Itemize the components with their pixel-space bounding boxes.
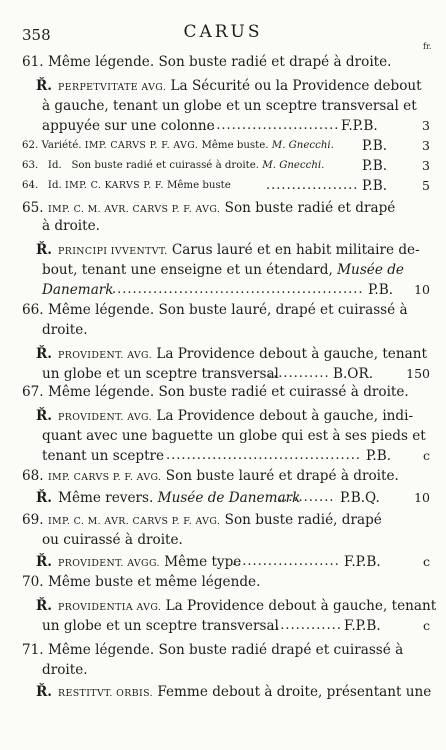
entry-67-reverse-line3: tenant un sceptre [42, 448, 165, 464]
entry-65-reverse-line2: bout, tenant une enseigne et un étendard, Musée de [42, 262, 404, 278]
dot-leader [232, 552, 340, 572]
entry-68-reverse: Ř. Même revers. Musée de Danemark [36, 490, 301, 506]
entry-66-mark: B.OR. [333, 366, 374, 382]
dot-leader [266, 176, 358, 196]
entry-64-mark: P.B. [362, 178, 388, 194]
entry-70-value: c [422, 618, 430, 633]
entry-62-mark: P.B. [362, 138, 388, 154]
reverse-legend: PERPETVITATE AVG. [58, 82, 167, 93]
dot-leader [112, 280, 364, 300]
entry-61-reverse-line2: à gauche, tenant un globe et un sceptre transversal et [42, 98, 417, 114]
reverse-symbol: Ř. [36, 408, 53, 424]
entry-69-mark: F.P.B. [344, 554, 381, 570]
page-number: 358 [22, 26, 51, 44]
column-unit-label: fr. [423, 42, 432, 51]
reverse-legend: PROVIDENTIA AVG. [58, 602, 162, 613]
entry-66-value: 150 [406, 366, 430, 381]
reverse-symbol: Ř. [36, 490, 53, 506]
entry-61-value: 3 [422, 118, 430, 133]
entry-65-mark: P.B. [368, 282, 394, 298]
entry-65-reverse-line1: Ř. PRINCIPI IVVENTVT. Carus lauré et en habit militaire de- [36, 242, 420, 258]
reverse-symbol: Ř. [36, 346, 53, 362]
reverse-symbol: Ř. [36, 242, 53, 258]
entry-68-mark: P.B.Q. [340, 490, 380, 506]
entry-70-mark: F.P.B. [344, 618, 381, 634]
entry-68-obverse: 68. IMP. CARVS P. F. AVG. Son buste lauré et drapé à droite. [22, 468, 399, 484]
entry-71-obverse: 71. Même légende. Son buste radié drapé et cuirassé à [22, 642, 404, 658]
entry-66-reverse-line1: Ř. PROVIDENT. AVG. La Providence debout à gauche, tenant [36, 346, 427, 362]
entry-61-obverse: 61. Même légende. Son buste radié et drapé à droite. [22, 54, 392, 70]
entry-67-obverse: 67. Même légende. Son buste radié et cuirassé à droite. [22, 384, 409, 400]
entry-69-obverse: 69. IMP. C. M. AVR. CARVS P. F. AVG. Son buste radié, drapé [22, 512, 382, 528]
entry-62: 62. Variété. IMP. CARVS P. F. AVG. Même buste. M. Gnecchi. [22, 140, 334, 151]
reverse-symbol: Ř. [36, 598, 53, 614]
entry-63: 63. Id. Son buste radié et cuirassé à droite. M. Gnecchi. [22, 160, 325, 171]
reverse-symbol: Ř. [36, 684, 53, 700]
entry-70-reverse-line1: Ř. PROVIDENTIA AVG. La Providence debout à gauche, tenant [36, 598, 437, 614]
dot-leader [268, 364, 330, 384]
reverse-legend: PROVIDENT. AVGG. [58, 558, 160, 569]
entry-64-value: 5 [422, 178, 430, 193]
entry-65-reverse-line3: Danemark [42, 282, 114, 298]
entry-61-mark: F.P.B. [341, 118, 378, 134]
entry-64: 64. Id. IMP. C. KARVS P. F. Même buste [22, 180, 231, 191]
entry-70-obverse: 70. Même buste et même légende. [22, 574, 261, 590]
entry-63-mark: P.B. [362, 158, 388, 174]
entry-66-reverse-line2: un globe et un sceptre transversal [42, 366, 279, 382]
entry-71-obverse-line2: droite. [42, 662, 88, 678]
entry-71-reverse-line1: Ř. RESTITVT. ORBIS. Femme debout à droite, présentant une [36, 684, 432, 700]
entry-63-value: 3 [422, 158, 430, 173]
entry-67-mark: P.B. [366, 448, 392, 464]
entry-65-obverse-line2: à droite. [42, 218, 100, 234]
reverse-legend: PROVIDENT. AVG. [58, 350, 152, 361]
reverse-legend: PRINCIPI IVVENTVT. [58, 246, 168, 257]
reverse-legend: RESTITVT. ORBIS. [58, 688, 153, 699]
entry-62-value: 3 [422, 138, 430, 153]
entry-67-reverse-line2: quant avec une baguette un globe qui est à ses pieds et [42, 428, 426, 444]
dot-leader [278, 488, 336, 508]
page-title: CARUS [183, 22, 263, 42]
entry-67-value: c [422, 448, 430, 463]
reverse-symbol: Ř. [36, 78, 53, 94]
dot-leader [270, 616, 342, 636]
entry-66-obverse: 66. Même légende. Son buste lauré, drapé et cuirassé à [22, 302, 408, 318]
dot-leader [206, 116, 338, 136]
reverse-legend: PROVIDENT. AVG. [58, 412, 152, 423]
reverse-symbol: Ř. [36, 554, 53, 570]
entry-65-obverse: 65. IMP. C. M. AVR. CARVS P. F. AVG. Son buste radié et drapé [22, 200, 396, 216]
entry-66-obverse-line2: droite. [42, 322, 88, 338]
entry-69-value: c [422, 554, 430, 569]
entry-67-reverse-line1: Ř. PROVIDENT. AVG. La Providence debout à gauche, indi- [36, 408, 414, 424]
entry-69-obverse-line2: ou cuirassé à droite. [42, 532, 183, 548]
entry-70-reverse-line2: un globe et un sceptre transversal [42, 618, 279, 634]
entry-65-value: 10 [414, 282, 430, 297]
entry-69-reverse: Ř. PROVIDENT. AVGG. Même type [36, 554, 242, 570]
entry-68-value: 10 [414, 490, 430, 505]
dot-leader [166, 446, 362, 466]
entry-61-reverse-line3: appuyée sur une colonne [42, 118, 215, 134]
entry-61-reverse-line1: Ř. PERPETVITATE AVG. La Sécurité ou la Providence debout [36, 78, 422, 94]
